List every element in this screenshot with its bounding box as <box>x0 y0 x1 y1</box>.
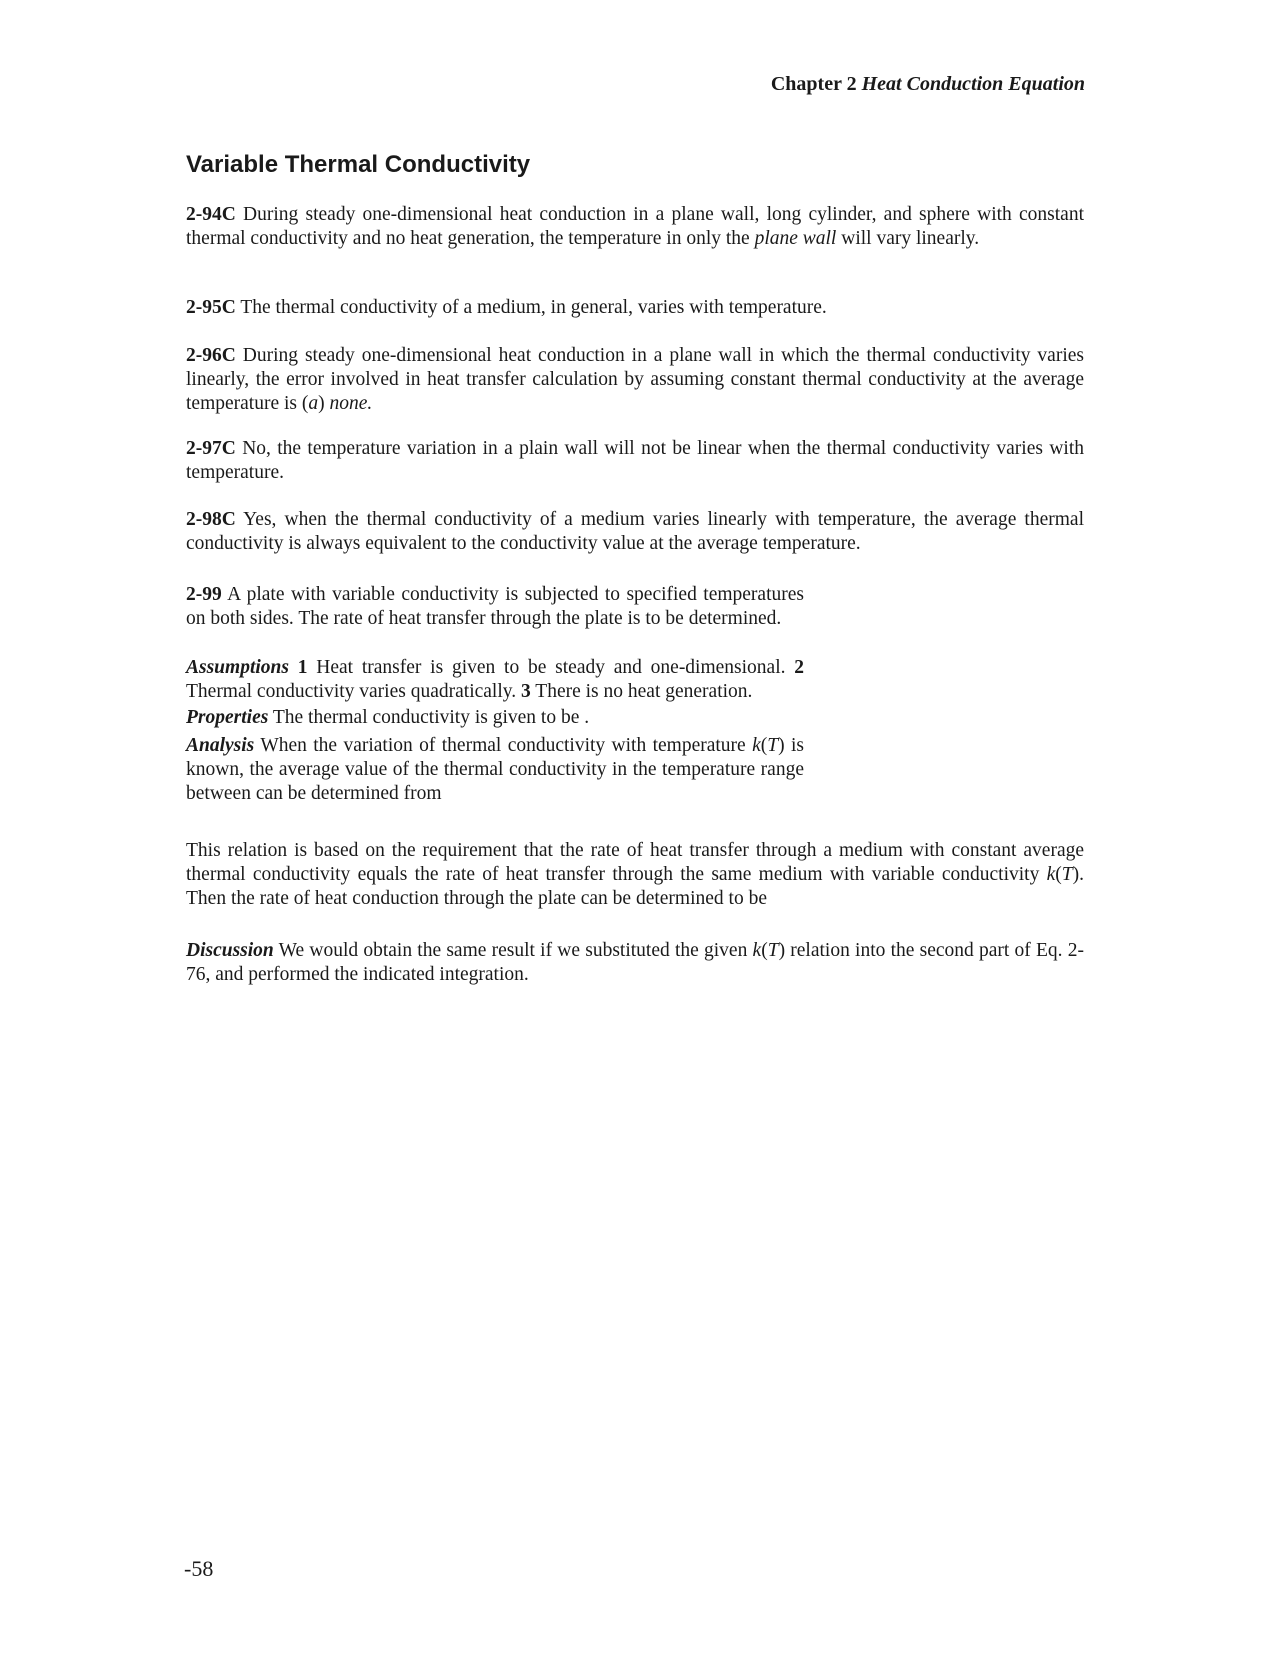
problem-text: ) <box>318 393 325 414</box>
problem-text: No, the temperature variation in a plain wall will not be linear when the thermal conductivity varies with temperature. <box>186 438 1084 483</box>
symbol-k: k <box>752 735 761 756</box>
problem-2-99 <box>186 583 804 631</box>
problem-label: 2-97C <box>186 438 236 459</box>
analysis: Analysis When the variation of thermal conductivity with temperature k(T) is known, the average value of the thermal conductivity in the temperature range between can be determined from <box>186 735 805 804</box>
problem-2-97c <box>186 437 1084 485</box>
assumption-text: There is no heat generation. <box>535 681 753 702</box>
symbol-k: k <box>752 940 762 961</box>
problem-text: During steady one-dimensional heat conduction in a plane wall, long cylinder, and sphere with constant thermal conductivity and no heat generation, the temperature in only the <box>186 204 1084 249</box>
analysis-text: is known, the average value of the thermal conductivity in the temperature range between can be determined from <box>186 735 805 804</box>
analysis-text: When the variation of thermal conductivity with temperature <box>260 735 746 756</box>
assumption-text: Thermal conductivity varies quadratically. <box>186 681 517 702</box>
symbol-t: T <box>1061 864 1073 885</box>
relation-text: This relation is based on the requirement that the rate of heat transfer through a medium with constant average thermal conductivity equals the rate of heat transfer through the same medium with variable conductivity <box>186 840 1084 885</box>
symbol-t: T <box>767 940 779 961</box>
problem-label: 2-98C <box>186 509 236 530</box>
analysis-label: Analysis <box>186 735 255 756</box>
properties <box>186 706 804 730</box>
discussion: Discussion We would obtain the same result if we substituted the given k(T) relation into the second part of Eq. 2-76, and performed the indicated integration. <box>186 940 1085 985</box>
symbol-k: k <box>1046 864 1056 885</box>
symbol-t: T <box>767 735 779 756</box>
assumption-number: 2 <box>794 657 805 678</box>
problem-text: During steady one-dimensional heat conduction in a plane wall in which the thermal conductivity varies linearly, the error involved in heat transfer calculation by assuming constant thermal conductivity at the average temperature is ( <box>186 345 1084 414</box>
assumptions <box>186 656 804 704</box>
assumptions-label: Assumptions <box>186 657 289 678</box>
problem-text: will vary linearly. <box>841 228 980 249</box>
problem-2-98c <box>186 508 1084 556</box>
problem-text: Yes, when the thermal conductivity of a medium varies linearly with temperature, the average thermal conductivity is always equivalent to the conductivity value at the average temperature. <box>186 509 1084 554</box>
discussion-label: Discussion <box>186 940 274 961</box>
chapter-title: Heat Conduction Equation <box>861 73 1085 95</box>
assumption-text: Heat transfer is given to be steady and one-dimensional. <box>316 657 786 678</box>
assumption-number: 1 <box>297 657 308 678</box>
answer-text: none. <box>329 393 373 414</box>
problem-label: 2-99 <box>186 584 222 605</box>
problem-text: A plate with variable conductivity is subjected to specified temperatures on both sides. The rate of heat transfer through the plate is to be determined. <box>186 584 804 629</box>
discussion-text: relation into the second part of Eq. 2-76, and performed the indicated integration. <box>186 940 1085 985</box>
emphasis-text: plane wall <box>754 228 837 249</box>
option-letter: a <box>308 393 319 414</box>
relation-text: . Then the rate of heat conduction through the plate can be determined to be <box>186 864 1085 909</box>
discussion-text: We would obtain the same result if we substituted the given <box>278 940 748 961</box>
problem-2-94c <box>186 203 1084 251</box>
problem-2-95c <box>186 296 1084 320</box>
properties-text: The thermal conductivity is given to be . <box>272 707 590 728</box>
relation-paragraph: This relation is based on the requirement that the rate of heat transfer through a medium with constant average thermal conductivity equals the rate of heat transfer through the same medium with variable conductivity k(T). Then the rate of heat conduction through the plate can be determined to be <box>186 840 1085 909</box>
running-header <box>771 72 1085 96</box>
problem-label: 2-96C <box>186 345 236 366</box>
page-number: -58 <box>184 1556 214 1581</box>
problem-text: The thermal conductivity of a medium, in general, varies with temperature. <box>240 297 827 318</box>
problem-label: 2-95C <box>186 297 236 318</box>
problem-label: 2-94C <box>186 204 236 225</box>
section-title: Variable Thermal Conductivity <box>186 151 531 178</box>
properties-label: Properties <box>186 707 269 728</box>
chapter-number: Chapter 2 <box>770 73 857 95</box>
problem-2-96c <box>186 344 1084 416</box>
assumption-number: 3 <box>521 681 531 702</box>
